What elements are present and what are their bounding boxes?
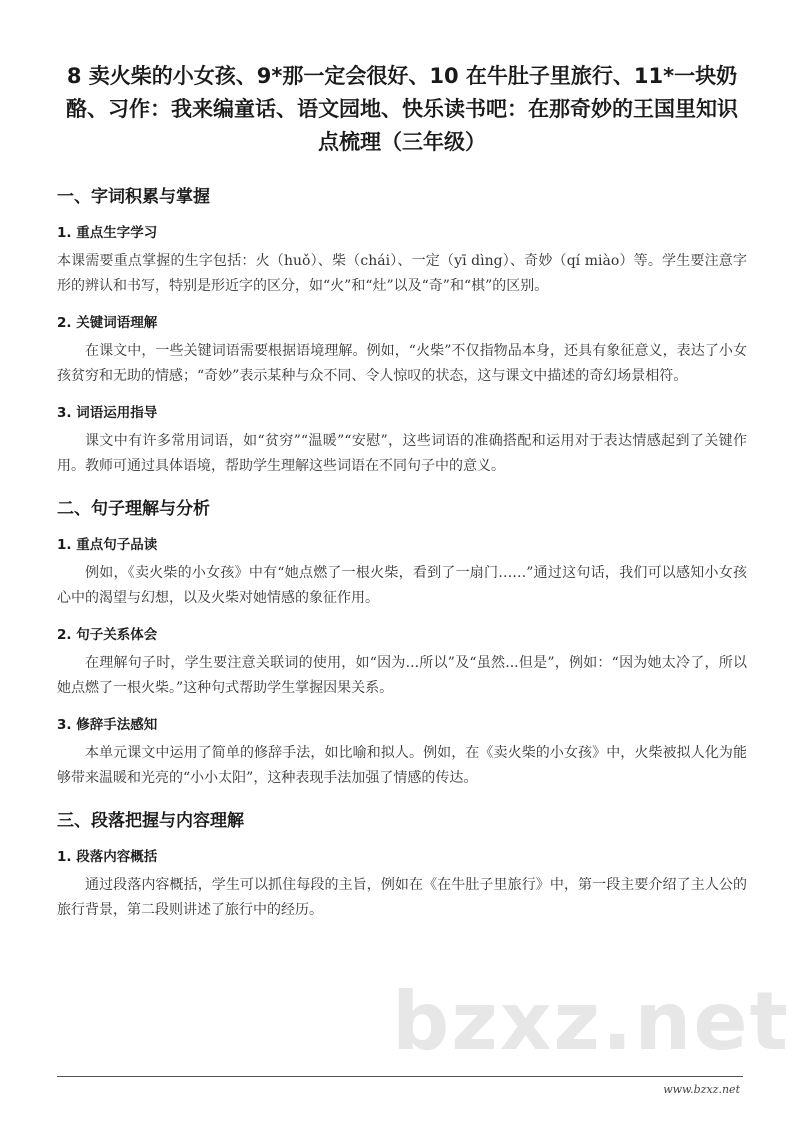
subsection-sentence-relations	[57, 625, 747, 701]
subsection-key-characters	[57, 223, 747, 299]
section-paragraphs	[57, 809, 747, 923]
section-sentences	[57, 497, 747, 791]
subsection-key-sentences	[57, 535, 747, 611]
subsection-word-usage	[57, 403, 747, 479]
subsection-heading: 1. 重点生字学习	[57, 225, 158, 241]
footer-url: www.bzxz.net	[663, 1083, 740, 1096]
subsection-heading: 1. 重点句子品读	[57, 537, 158, 553]
subsection-heading: 2. 句子关系体会	[57, 627, 158, 643]
subsection-heading: 3. 修辞手法感知	[57, 717, 158, 733]
section-vocabulary	[57, 185, 747, 479]
footer-divider	[57, 1076, 743, 1077]
paragraph: 本课需要重点掌握的生字包括：火（huǒ）、柴（chái）、一定（yī dìng）、奇妙（qí miào）等。学生要注意字形的辨认和书写，特别是形近字的区分，如“火”和“灶”以及“奇”和“棋”的区别。	[57, 253, 747, 294]
paragraph: 在课文中，一些关键词语需要根据语境理解。例如，“火柴”不仅指物品本身，还具有象征意义，表达了小女孩贫穷和无助的情感；“奇妙”表示某种与众不同、令人惊叹的状态，这与课文中描述的奇幻场景相符。	[57, 343, 747, 384]
paragraph: 例如，《卖火柴的小女孩》中有“她点燃了一根火柴，看到了一扇门……”通过这句话，我们可以感知小女孩心中的渴望与幻想，以及火柴对她情感的象征作用。	[57, 565, 747, 606]
section-heading: 二、句子理解与分析	[57, 499, 210, 519]
paragraph: 在理解句子时，学生要注意关联词的使用，如“因为...所以”及“虽然...但是”，例如：“因为她太冷了，所以她点燃了一根火柴。”这种句式帮助学生掌握因果关系。	[57, 655, 747, 696]
section-heading: 三、段落把握与内容理解	[57, 811, 244, 831]
subsection-rhetoric	[57, 715, 747, 791]
subsection-paragraph-summary	[57, 847, 747, 923]
paragraph: 通过段落内容概括，学生可以抓住每段的主旨，例如在《在牛肚子里旅行》中，第一段主要介绍了主人公的旅行背景，第二段则讲述了旅行中的经历。	[57, 877, 747, 918]
section-heading: 一、字词积累与掌握	[57, 187, 210, 207]
document-page	[57, 60, 747, 941]
paragraph: 课文中有许多常用词语，如“贫穷”“温暖”“安慰”，这些词语的准确搭配和运用对于表达情感起到了关键作用。教师可通过具体语境，帮助学生理解这些词语在不同句子中的意义。	[57, 433, 747, 474]
document-title: 8 卖火柴的小女孩、9*那一定会很好、10 在牛肚子里旅行、11*一块奶酪、习作：我来编童话、语文园地、快乐读书吧：在那奇妙的王国里知识点梳理（三年级）	[66, 64, 738, 154]
subsection-heading: 1. 段落内容概括	[57, 849, 158, 865]
subsection-heading: 2. 关键词语理解	[57, 315, 158, 331]
subsection-key-words	[57, 313, 747, 389]
paragraph: 本单元课文中运用了简单的修辞手法，如比喻和拟人。例如，在《卖火柴的小女孩》中，火柴被拟人化为能够带来温暖和光亮的“小小太阳”，这种表现手法加强了情感的传达。	[57, 745, 747, 786]
watermark: bzxz.net	[392, 975, 790, 1068]
subsection-heading: 3. 词语运用指导	[57, 405, 158, 421]
